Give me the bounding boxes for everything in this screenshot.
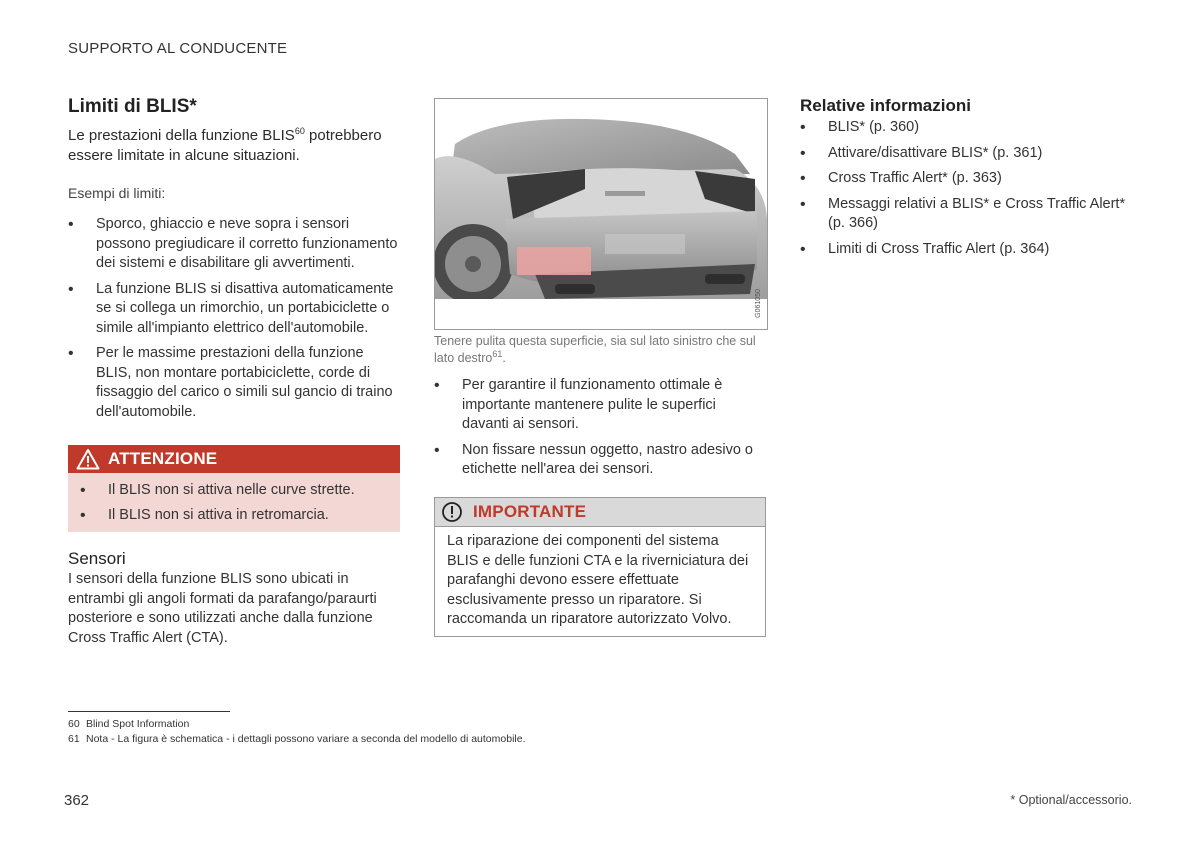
related-info-section <box>800 96 1132 265</box>
sensors-section <box>68 548 400 648</box>
related-link[interactable]: • Messaggi relativi a BLIS* e Cross Traffic Alert* (p. 366) <box>800 195 1132 234</box>
footnote-61: 61 Nota - La figura è schematica - i dettagli possono variare a seconda del modello di automobile. <box>68 733 526 745</box>
related-link[interactable]: • Cross Traffic Alert* (p. 363) <box>800 169 1132 189</box>
sensors-heading: Sensori <box>68 549 126 568</box>
important-label: IMPORTANTE <box>473 502 587 521</box>
related-link[interactable]: • Attivare/disattivare BLIS* (p. 361) <box>800 144 1132 164</box>
list-item: • Sporco, ghiaccio e neve sopra i sensori possono pregiudicare il corretto funzionamento dei sistemi e disabilitare gli avvertimenti. <box>68 215 400 274</box>
limits-list <box>68 215 400 422</box>
column-left <box>68 96 400 428</box>
list-item: • Per garantire il funzionamento ottimale è importante mantenere pulite le superfici davanti ai sensori. <box>434 376 766 435</box>
list-item: • La funzione BLIS si disattiva automaticamente se si collega un rimorchio, un portabiciclette o simile all'impianto elettrico dell'automobile. <box>68 280 400 339</box>
list-item: • Non fissare nessun oggetto, nastro adesivo o etichette nell'area dei sensori. <box>434 441 766 480</box>
list-item: • Per le massime prestazioni della funzione BLIS, non montare portabiciclette, corde di fissaggio del carico o simili sul gancio di traino dell'automobile. <box>68 344 400 422</box>
figure-code: G061050 <box>755 289 762 318</box>
footnote-divider <box>68 711 230 712</box>
car-rear-illustration <box>434 98 768 330</box>
warning-label: ATTENZIONE <box>108 449 218 468</box>
warning-triangle-icon <box>76 448 100 470</box>
warning-list <box>68 473 400 525</box>
important-box <box>434 497 766 637</box>
footnote-ref-61[interactable]: 61 <box>492 348 503 359</box>
page-number: 362 <box>64 792 90 809</box>
section-header: SUPPORTO AL CONDUCENTE <box>68 40 288 57</box>
warning-header <box>68 445 400 473</box>
exclamation-circle-icon <box>441 501 463 523</box>
intro-paragraph: Le prestazioni della funzione BLIS$^{60}$ potrebbero essere limitate in alcune situazioni. <box>68 126 382 164</box>
optional-note: * Optional/accessorio. <box>1010 793 1132 807</box>
related-link[interactable]: • Limiti di Cross Traffic Alert (p. 364) <box>800 240 1132 260</box>
list-item: • Il BLIS non si attiva nelle curve strette. <box>68 481 400 500</box>
related-heading: Relative informazioni <box>800 96 971 115</box>
list-item: • Il BLIS non si attiva in retromarcia. <box>68 506 400 525</box>
sensors-paragraph: I sensori della funzione BLIS sono ubicati in entrambi gli angoli formati da parafango/paraurti posteriore e sono utilizzati anche dalla funzione Cross Traffic Alert (CTA). <box>68 571 377 646</box>
important-text: La riparazione dei componenti del sistema BLIS e delle funzioni CTA e la riverniciatura dei parafanghi devono essere effettuate esclusivamente presso un riparatore. Si raccomanda un riparatore autorizzato Volvo. <box>447 533 749 627</box>
related-link[interactable]: • BLIS* (p. 360) <box>800 118 1132 138</box>
footnote-60: 60 Blind Spot Information <box>68 718 190 730</box>
warning-box <box>68 445 400 532</box>
cleaning-list <box>434 376 766 480</box>
page-title: Limiti di BLIS* <box>68 96 197 117</box>
footnote-ref-60[interactable]: 60 <box>294 126 305 136</box>
examples-label: Esempi di limiti: <box>68 185 166 201</box>
cleaning-list-container <box>434 376 766 486</box>
important-header <box>435 498 765 527</box>
figure-caption: Tenere pulita questa superficie, sia sul lato sinistro che sul lato destro$^{61}$. <box>434 334 756 365</box>
car-rear-image <box>435 99 767 329</box>
related-list <box>800 118 1132 259</box>
